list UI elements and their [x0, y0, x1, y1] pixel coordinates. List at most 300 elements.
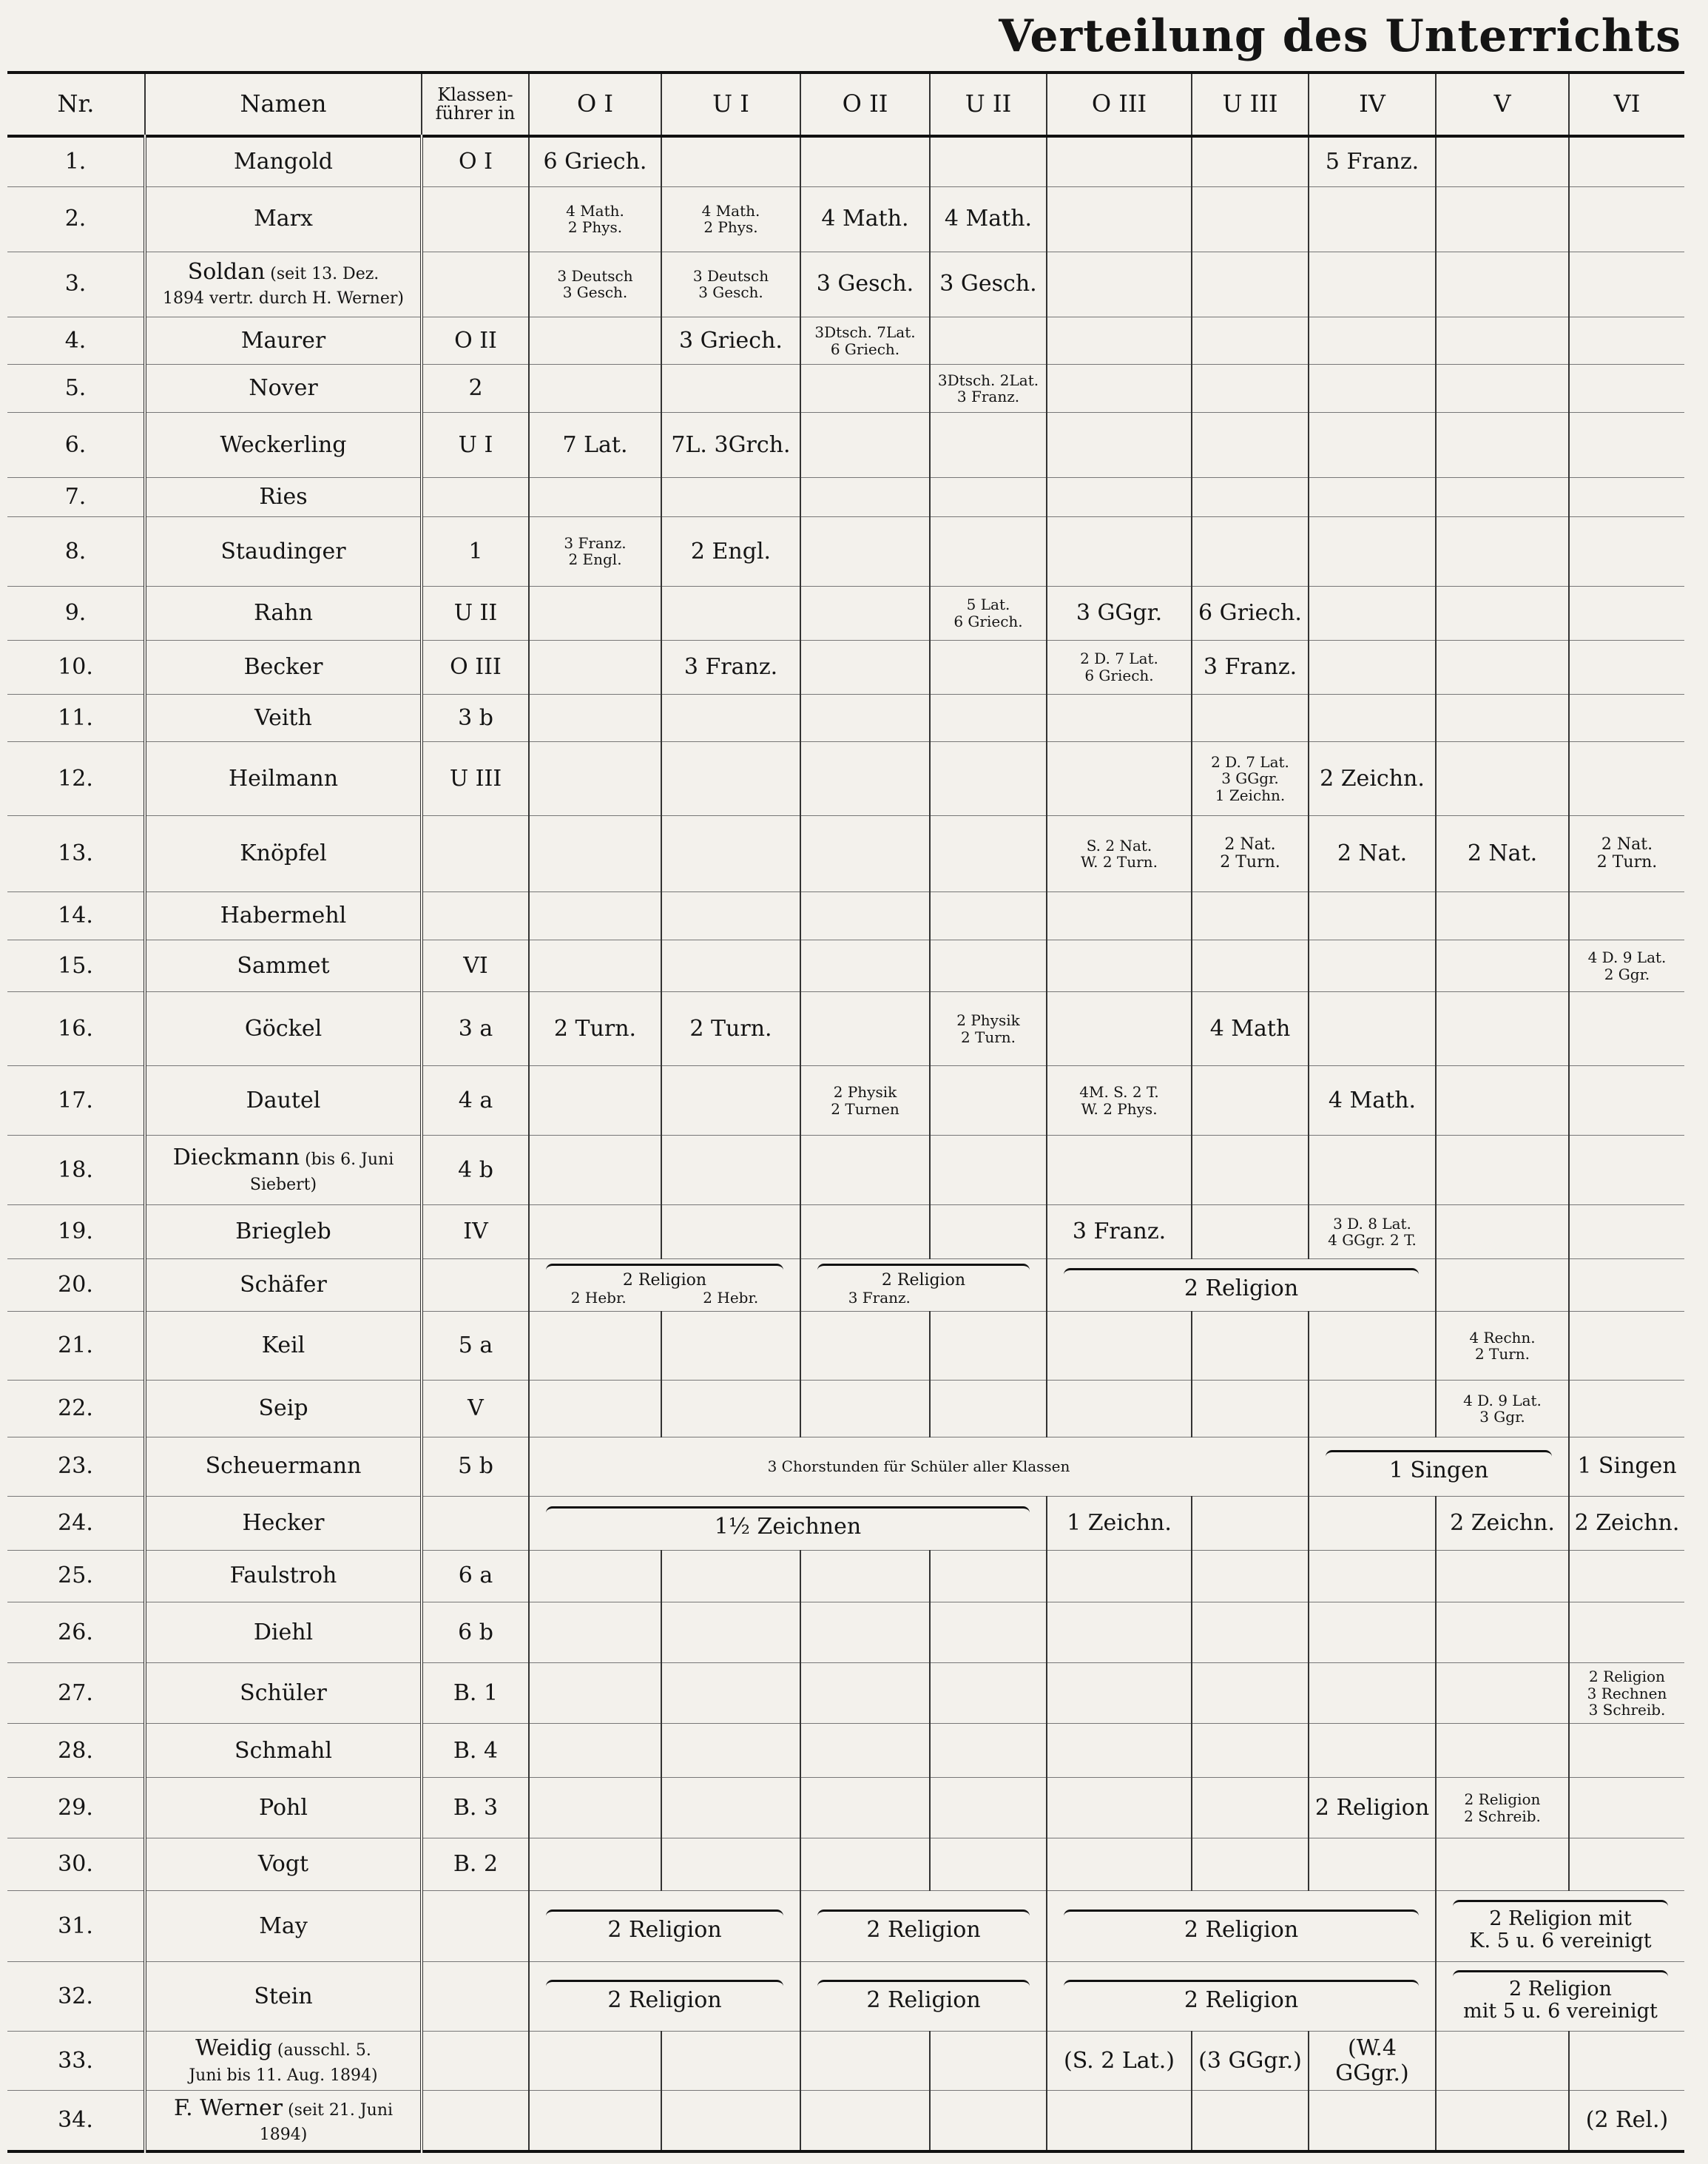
empty-cell — [1436, 252, 1569, 317]
table-row — [7, 2032, 1684, 2091]
teacher-name — [145, 413, 422, 478]
lesson-cell: 7L. 3Grch. — [661, 413, 800, 478]
lesson-span-cell — [1047, 1962, 1436, 2032]
lesson-cell: 2 Religion 3 Rechnen 3 Schreib. — [1569, 1663, 1684, 1724]
lesson-span-cell — [1047, 1259, 1436, 1311]
empty-cell — [1569, 1066, 1684, 1136]
teacher-name-text: Schüler — [240, 1680, 327, 1707]
empty-cell — [800, 640, 930, 694]
empty-cell — [1047, 892, 1192, 940]
lesson-text: 2 Religion — [607, 1917, 722, 1944]
lesson-cell: 3 Gesch. — [930, 252, 1047, 317]
lesson-subrow — [804, 1290, 1043, 1306]
empty-cell — [1192, 1602, 1309, 1663]
table-row — [7, 640, 1684, 694]
lesson-text: 2 Religion — [866, 1917, 981, 1944]
lesson-text: 2 Religion — [607, 1987, 722, 2014]
class-leader-cell: O II — [422, 317, 529, 365]
lesson-cell: 2 Zeichn. — [1309, 742, 1436, 816]
empty-cell — [1309, 992, 1436, 1066]
teacher-name-text: Marx — [254, 206, 313, 232]
empty-cell — [930, 317, 1047, 365]
empty-cell — [1309, 1602, 1436, 1663]
empty-cell — [1192, 1496, 1309, 1550]
teacher-name-text: Heilmann — [228, 765, 339, 792]
teacher-name-text: Sammet — [237, 952, 330, 979]
empty-cell — [1309, 1550, 1436, 1602]
row-number: 31. — [7, 1890, 145, 1961]
empty-cell — [1436, 992, 1569, 1066]
row-number: 34. — [7, 2091, 145, 2151]
empty-cell — [529, 1778, 661, 1838]
empty-cell — [661, 1778, 800, 1838]
table-row — [7, 1311, 1684, 1381]
empty-cell — [930, 2091, 1047, 2151]
lesson-cell: 2 Turn. — [661, 992, 800, 1066]
class-leader-cell — [422, 1962, 529, 2032]
table-row — [7, 1496, 1684, 1550]
row-number: 29. — [7, 1778, 145, 1838]
empty-cell — [1192, 365, 1309, 413]
lesson-cell: 3 Franz. — [1192, 640, 1309, 694]
table-row — [7, 940, 1684, 991]
span-brace — [1453, 1970, 1668, 1977]
empty-cell — [661, 816, 800, 892]
row-number: 22. — [7, 1381, 145, 1437]
empty-cell — [1436, 1838, 1569, 1890]
empty-cell — [1569, 136, 1684, 186]
table-row — [7, 742, 1684, 816]
row-number: 18. — [7, 1136, 145, 1205]
teacher-name — [145, 136, 422, 186]
header-oii: O II — [800, 73, 930, 136]
lesson-span-cell — [1436, 1962, 1684, 2032]
empty-cell — [800, 1724, 930, 1778]
empty-cell — [1309, 1311, 1436, 1381]
empty-cell — [661, 1663, 800, 1724]
empty-cell — [1047, 1724, 1192, 1778]
empty-cell — [1192, 317, 1309, 365]
header-row — [7, 73, 1684, 136]
teacher-name-text: Weckerling — [220, 431, 347, 458]
empty-cell — [1436, 694, 1569, 742]
class-leader-cell: O III — [422, 640, 529, 694]
teacher-name-text: May — [259, 1912, 308, 1939]
teacher-name-text: Dieckmann — [172, 1145, 300, 1171]
lesson-cell: 2 D. 7 Lat. 3 GGgr. 1 Zeichn. — [1192, 742, 1309, 816]
teacher-name-text: Scheuermann — [205, 1453, 362, 1480]
empty-cell — [930, 694, 1047, 742]
empty-cell — [1436, 1602, 1569, 1663]
teacher-name-text: Faulstroh — [229, 1563, 337, 1589]
empty-cell — [1309, 1724, 1436, 1778]
teacher-name-note: (ausschl. 5. Juni bis 11. Aug. 1894) — [189, 2041, 378, 2085]
table-row — [7, 1437, 1684, 1496]
empty-cell — [661, 365, 800, 413]
header-namen: Namen — [145, 73, 422, 136]
empty-cell — [1569, 1550, 1684, 1602]
empty-cell — [800, 136, 930, 186]
empty-cell — [1436, 640, 1569, 694]
empty-cell — [800, 1550, 930, 1602]
empty-cell — [1047, 516, 1192, 586]
row-number: 11. — [7, 694, 145, 742]
empty-cell — [1047, 1136, 1192, 1205]
lesson-text: 2 Hebr. — [570, 1289, 627, 1307]
empty-cell — [800, 816, 930, 892]
lesson-cell: 2 Zeichn. — [1569, 1496, 1684, 1550]
table-row — [7, 1962, 1684, 2032]
empty-cell — [1047, 1663, 1192, 1724]
empty-cell — [930, 516, 1047, 586]
lesson-cell: 4M. S. 2 T. W. 2 Phys. — [1047, 1066, 1192, 1136]
empty-cell — [1569, 478, 1684, 517]
lesson-cell: 1 Singen — [1569, 1437, 1684, 1496]
lesson-text: 3 Franz. — [848, 1289, 911, 1307]
lesson-text: 2 Religion — [881, 1270, 966, 1290]
empty-cell — [1192, 1724, 1309, 1778]
teacher-name — [145, 1838, 422, 1890]
row-number: 27. — [7, 1663, 145, 1724]
empty-cell — [1192, 694, 1309, 742]
empty-cell — [800, 478, 930, 517]
empty-cell — [529, 694, 661, 742]
empty-cell — [1309, 1838, 1436, 1890]
empty-cell — [930, 1663, 1047, 1724]
teacher-name-text: Nover — [249, 375, 318, 402]
empty-cell — [529, 1838, 661, 1890]
empty-cell — [930, 640, 1047, 694]
teacher-name — [145, 586, 422, 640]
class-leader-cell: V — [422, 1381, 529, 1437]
lesson-cell: 3 Gesch. — [800, 252, 930, 317]
empty-cell — [930, 1066, 1047, 1136]
empty-cell — [1192, 1778, 1309, 1838]
empty-cell — [930, 892, 1047, 940]
span-brace — [817, 1264, 1030, 1270]
row-number: 5. — [7, 365, 145, 413]
empty-cell — [1192, 892, 1309, 940]
span-brace — [1453, 1900, 1668, 1907]
empty-cell — [1192, 1066, 1309, 1136]
header-uii: U II — [930, 73, 1047, 136]
class-leader-cell: 1 — [422, 516, 529, 586]
class-leader-cell — [422, 478, 529, 517]
lesson-text: 2 Religion mit 5 u. 6 vereinigt — [1463, 1978, 1658, 2023]
empty-cell — [1047, 992, 1192, 1066]
schedule-table — [7, 71, 1684, 2153]
empty-cell — [800, 1381, 930, 1437]
empty-cell — [1192, 1838, 1309, 1890]
lesson-cell: 3Dtsch. 2Lat. 3 Franz. — [930, 365, 1047, 413]
teacher-name-text: Knöpfel — [240, 840, 327, 867]
empty-cell — [661, 586, 800, 640]
empty-cell — [1309, 1663, 1436, 1724]
empty-cell — [930, 1724, 1047, 1778]
empty-cell — [800, 892, 930, 940]
row-number: 9. — [7, 586, 145, 640]
empty-cell — [1047, 478, 1192, 517]
empty-cell — [529, 317, 661, 365]
class-leader-cell — [422, 2032, 529, 2091]
empty-cell — [661, 1066, 800, 1136]
teacher-name-text: Pohl — [259, 1795, 308, 1821]
teacher-name-text: Ries — [259, 484, 308, 510]
empty-cell — [1569, 365, 1684, 413]
span-brace — [546, 1506, 1030, 1513]
empty-cell — [1309, 2091, 1436, 2151]
teacher-name-text: Becker — [243, 653, 323, 680]
empty-cell — [800, 1838, 930, 1890]
table-row — [7, 516, 1684, 586]
table-row — [7, 186, 1684, 252]
empty-cell — [800, 1205, 930, 1259]
teacher-name — [145, 1890, 422, 1961]
span-brace — [546, 1980, 783, 1986]
header-nr: Nr. — [7, 73, 145, 136]
lesson-text: 2 Religion — [1184, 1917, 1299, 1944]
lesson-cell: 2 Turn. — [529, 992, 661, 1066]
lesson-cell: 2 Physik 2 Turnen — [800, 1066, 930, 1136]
teacher-name-text: Vogt — [257, 1851, 309, 1878]
lesson-cell: 3 GGgr. — [1047, 586, 1192, 640]
span-brace — [1064, 1268, 1419, 1275]
lesson-cell: (3 GGgr.) — [1192, 2032, 1309, 2091]
teacher-name — [145, 1778, 422, 1838]
empty-cell — [661, 2091, 800, 2151]
teacher-name-note: (bis 6. Juni Siebert) — [249, 1150, 394, 1194]
lesson-cell: 2 Zeichn. — [1436, 1496, 1569, 1550]
row-number: 8. — [7, 516, 145, 586]
teacher-name — [145, 317, 422, 365]
teacher-name — [145, 1205, 422, 1259]
empty-cell — [1436, 516, 1569, 586]
empty-cell — [661, 1311, 800, 1381]
lesson-cell: 3 Chorstunden für Schüler aller Klassen — [529, 1437, 1309, 1496]
table-row — [7, 2091, 1684, 2151]
class-leader-cell — [422, 2091, 529, 2151]
teacher-name — [145, 1550, 422, 1602]
empty-cell — [1047, 1778, 1192, 1838]
header-vi: VI — [1569, 73, 1684, 136]
lesson-cell: 5 Lat. 6 Griech. — [930, 586, 1047, 640]
lesson-cell: 4 Math. — [800, 186, 930, 252]
empty-cell — [930, 940, 1047, 991]
empty-cell — [529, 1381, 661, 1437]
empty-cell — [529, 586, 661, 640]
teacher-name — [145, 1066, 422, 1136]
empty-cell — [1309, 413, 1436, 478]
teacher-name-text: Hecker — [242, 1509, 325, 1536]
empty-cell — [529, 1136, 661, 1205]
span-brace — [546, 1264, 783, 1270]
row-number: 3. — [7, 252, 145, 317]
lesson-cell: 3 Franz. — [1047, 1205, 1192, 1259]
lesson-cell: 4 Rechn. 2 Turn. — [1436, 1311, 1569, 1381]
lesson-cell: 2 Nat. 2 Turn. — [1569, 816, 1684, 892]
empty-cell — [1192, 1136, 1309, 1205]
row-number: 32. — [7, 1962, 145, 2032]
teacher-name-text: Maurer — [240, 327, 326, 354]
empty-cell — [1309, 940, 1436, 991]
empty-cell — [1569, 1205, 1684, 1259]
empty-cell — [1436, 413, 1569, 478]
row-number: 30. — [7, 1838, 145, 1890]
empty-cell — [529, 742, 661, 816]
empty-cell — [1192, 252, 1309, 317]
span-brace — [1064, 1909, 1419, 1916]
empty-cell — [1047, 1311, 1192, 1381]
empty-cell — [661, 1724, 800, 1778]
span-brace — [1326, 1450, 1552, 1457]
empty-cell — [1436, 136, 1569, 186]
empty-cell — [529, 640, 661, 694]
teacher-name — [145, 940, 422, 991]
empty-cell — [800, 1602, 930, 1663]
class-leader-cell: O I — [422, 136, 529, 186]
empty-cell — [1047, 252, 1192, 317]
table-row — [7, 317, 1684, 365]
class-leader-cell: 3 a — [422, 992, 529, 1066]
empty-cell — [529, 1724, 661, 1778]
class-leader-cell: 5 a — [422, 1311, 529, 1381]
row-number: 19. — [7, 1205, 145, 1259]
lesson-cell: 5 Franz. — [1309, 136, 1436, 186]
empty-cell — [1192, 2091, 1309, 2151]
teacher-name — [145, 2032, 422, 2091]
empty-cell — [1569, 1778, 1684, 1838]
empty-cell — [800, 2032, 930, 2091]
empty-cell — [1569, 2032, 1684, 2091]
lesson-cell: 1 Zeichn. — [1047, 1496, 1192, 1550]
empty-cell — [1436, 1136, 1569, 1205]
class-leader-cell: 2 — [422, 365, 529, 413]
empty-cell — [1436, 365, 1569, 413]
empty-cell — [529, 478, 661, 517]
empty-cell — [1192, 516, 1309, 586]
lesson-cell: 4 D. 9 Lat. 2 Ggr. — [1569, 940, 1684, 991]
empty-cell — [930, 136, 1047, 186]
empty-cell — [1569, 586, 1684, 640]
empty-cell — [1192, 1663, 1309, 1724]
lesson-span-cell — [800, 1890, 1047, 1961]
empty-cell — [661, 2032, 800, 2091]
empty-cell — [529, 892, 661, 940]
class-leader-cell — [422, 186, 529, 252]
empty-cell — [661, 1205, 800, 1259]
table-row — [7, 992, 1684, 1066]
class-leader-cell: B. 2 — [422, 1838, 529, 1890]
class-leader-cell: IV — [422, 1205, 529, 1259]
teacher-name — [145, 742, 422, 816]
empty-cell — [529, 1663, 661, 1724]
empty-cell — [1436, 1550, 1569, 1602]
teacher-name — [145, 1136, 422, 1205]
empty-cell — [1569, 1838, 1684, 1890]
empty-cell — [1436, 1205, 1569, 1259]
table-row — [7, 1890, 1684, 1961]
empty-cell — [1047, 1550, 1192, 1602]
empty-cell — [1569, 1136, 1684, 1205]
row-number: 14. — [7, 892, 145, 940]
teacher-name — [145, 1259, 422, 1311]
lesson-cell: 4 Math — [1192, 992, 1309, 1066]
lesson-span-cell — [1436, 1890, 1684, 1961]
teacher-name-text: Soldan — [187, 258, 266, 285]
empty-cell — [529, 1066, 661, 1136]
empty-cell — [1309, 516, 1436, 586]
lesson-text: 2 Religion — [1184, 1275, 1299, 1302]
table-row — [7, 1602, 1684, 1663]
empty-cell — [1436, 586, 1569, 640]
teacher-name — [145, 478, 422, 517]
empty-cell — [800, 940, 930, 991]
teacher-name — [145, 694, 422, 742]
empty-cell — [1192, 186, 1309, 252]
teacher-name-text: Stein — [254, 1983, 313, 2009]
empty-cell — [1569, 640, 1684, 694]
empty-cell — [529, 1205, 661, 1259]
teacher-name-text: Schmahl — [234, 1737, 332, 1764]
table-row — [7, 694, 1684, 742]
lesson-text: 2 Religion — [866, 1987, 981, 2014]
class-leader-cell — [422, 1890, 529, 1961]
lesson-cell: 6 Griech. — [529, 136, 661, 186]
empty-cell — [661, 1602, 800, 1663]
teacher-name-text: Dautel — [246, 1087, 321, 1113]
empty-cell — [1569, 1381, 1684, 1437]
class-leader-cell — [422, 1496, 529, 1550]
teacher-name — [145, 1663, 422, 1724]
empty-cell — [1047, 694, 1192, 742]
class-leader-cell: U II — [422, 586, 529, 640]
class-leader-cell: B. 1 — [422, 1663, 529, 1724]
empty-cell — [800, 2091, 930, 2151]
empty-cell — [1569, 1602, 1684, 1663]
empty-cell — [1192, 1550, 1309, 1602]
empty-cell — [529, 2091, 661, 2151]
empty-cell — [1569, 1259, 1684, 1311]
empty-cell — [800, 1136, 930, 1205]
empty-cell — [1436, 2091, 1569, 2151]
row-number: 15. — [7, 940, 145, 991]
lesson-cell: 2 Nat. 2 Turn. — [1192, 816, 1309, 892]
empty-cell — [1192, 478, 1309, 517]
empty-cell — [1192, 136, 1309, 186]
table-row — [7, 1066, 1684, 1136]
empty-cell — [1309, 252, 1436, 317]
empty-cell — [1436, 940, 1569, 991]
empty-cell — [800, 992, 930, 1066]
row-number: 25. — [7, 1550, 145, 1602]
empty-cell — [661, 694, 800, 742]
empty-cell — [1309, 186, 1436, 252]
row-number: 17. — [7, 1066, 145, 1136]
class-leader-cell: 6 b — [422, 1602, 529, 1663]
page-title: Verteilung des Unterrichts — [999, 10, 1681, 62]
table-row — [7, 1205, 1684, 1259]
span-brace — [817, 1980, 1030, 1986]
row-number: 26. — [7, 1602, 145, 1663]
lesson-span-cell — [1309, 1437, 1569, 1496]
empty-cell — [930, 1550, 1047, 1602]
row-number: 16. — [7, 992, 145, 1066]
table-row — [7, 252, 1684, 317]
lesson-cell: 4 Math. — [1309, 1066, 1436, 1136]
empty-cell — [661, 742, 800, 816]
class-leader-cell: 6 a — [422, 1550, 529, 1602]
class-leader-cell: B. 4 — [422, 1724, 529, 1778]
